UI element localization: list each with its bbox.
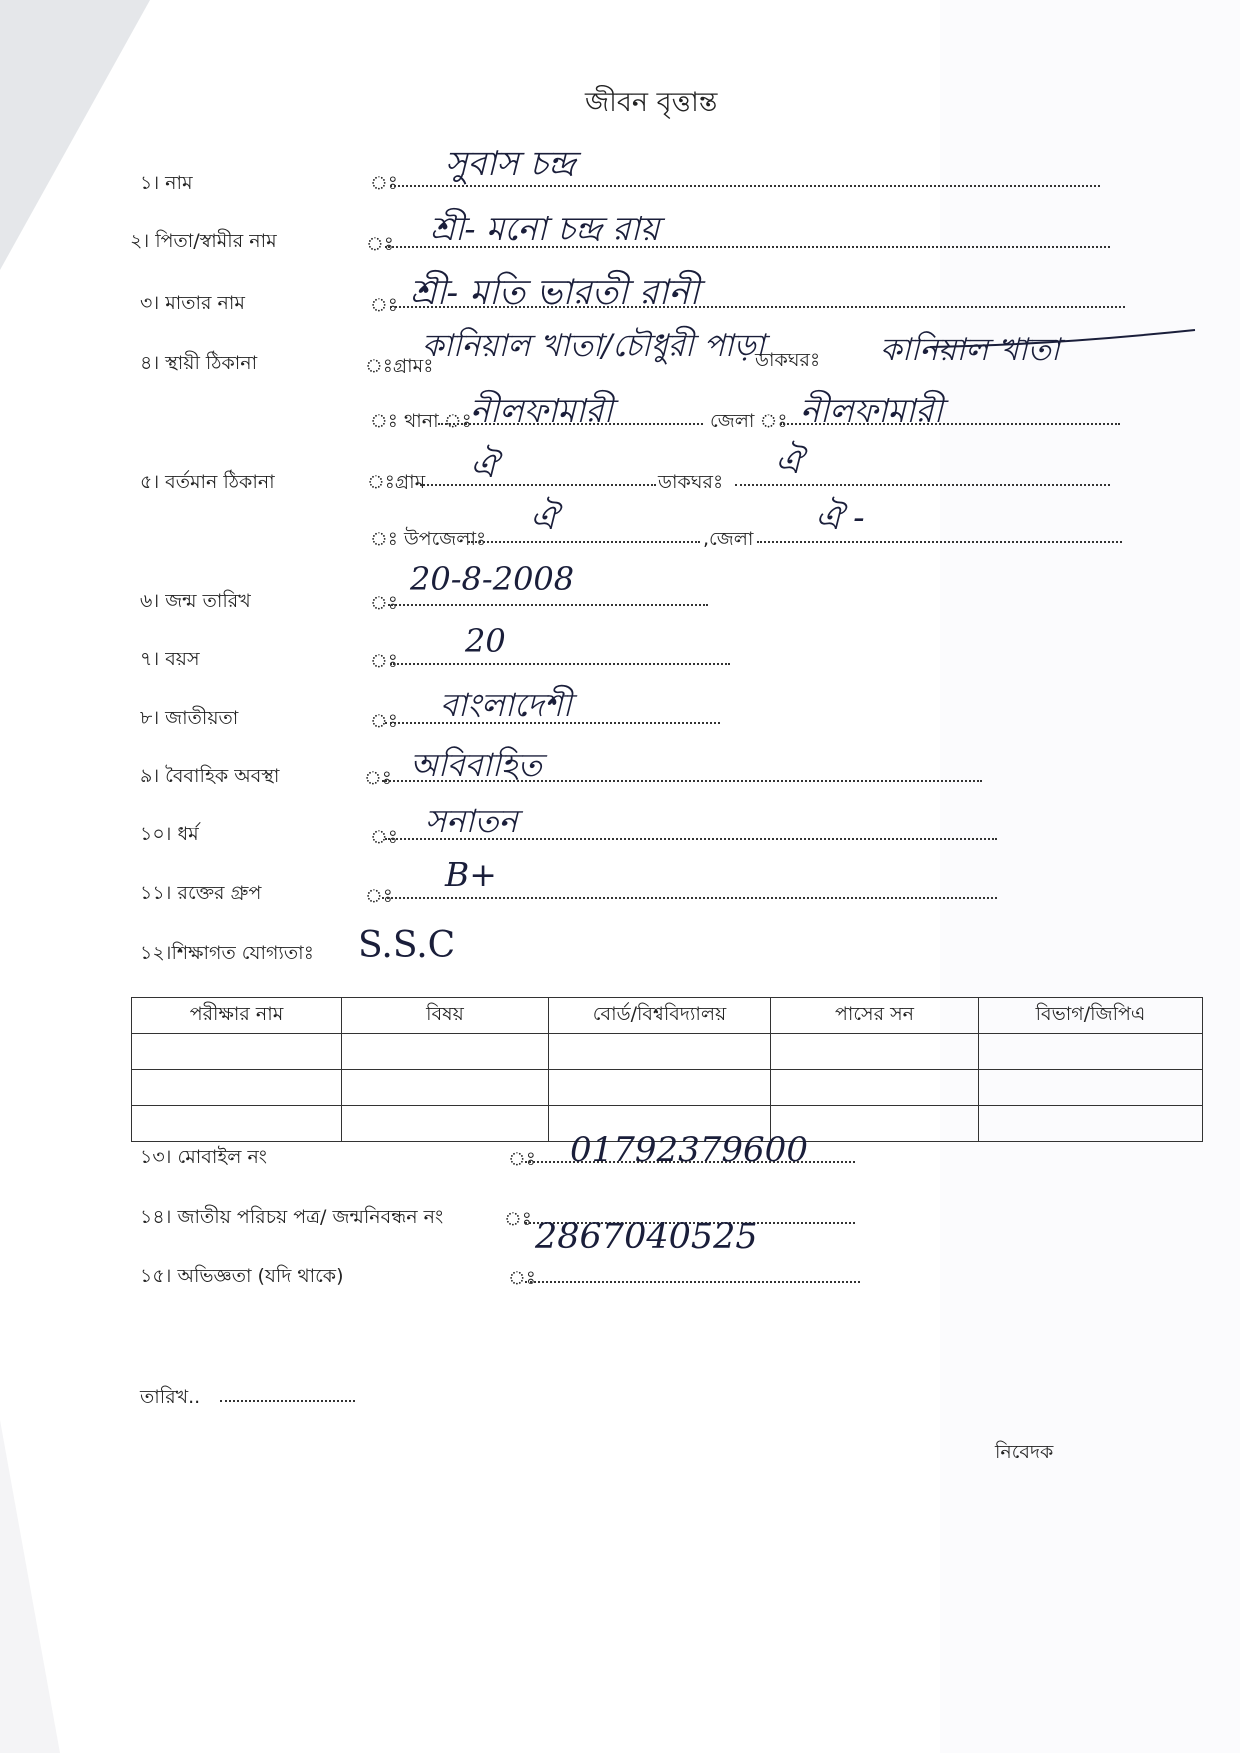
upazila-line <box>468 541 700 543</box>
header-exam-name: পরীক্ষার নাম <box>132 998 342 1034</box>
present-village-line <box>420 484 656 486</box>
label-applicant: নিবেদক <box>995 1441 1054 1463</box>
header-division-gpa: বিভাগ/জিপিএ <box>979 998 1203 1034</box>
label-present-address: ৫। বর্তমান ঠিকানা <box>140 471 275 493</box>
page-title: জীবন বৃত্তান্ত <box>585 87 718 118</box>
colon: ঃ <box>370 172 398 194</box>
value-nid: 2867040525 <box>535 1217 758 1257</box>
label-experience: ১৫। অভিজ্ঞতা (যদি থাকে) <box>140 1265 344 1287</box>
header-subject: বিষয় <box>342 998 549 1034</box>
colon: ঃ <box>504 1208 532 1230</box>
value-age: 20 <box>465 622 506 660</box>
value-village: কানিয়াল খাতা/চৌধুরী পাড়া <box>422 328 765 364</box>
education-table-header <box>132 998 1203 1034</box>
label-mobile: ১৩। মোবাইল নং <box>140 1146 267 1168</box>
label-upazila: ঃ উপজেলাঃ <box>370 528 487 550</box>
date-line <box>220 1400 355 1402</box>
colon: ঃ <box>370 826 398 848</box>
table-row <box>132 1070 1203 1106</box>
dob-line <box>388 604 708 606</box>
value-mother: শ্রী- মতি ভারতী রানী <box>410 273 700 313</box>
value-present-village: ঐ <box>470 446 498 486</box>
colon: ঃ <box>364 767 392 789</box>
colon: ঃ <box>365 885 393 907</box>
colon: ঃ <box>370 650 398 672</box>
present-district-line <box>757 541 1122 543</box>
age-line <box>390 663 730 665</box>
value-religion: সনাতন <box>425 802 518 840</box>
value-education: S.S.C <box>358 925 456 966</box>
label-district: জেলা ঃ <box>710 410 788 432</box>
value-upazila: ঐ <box>530 498 558 538</box>
label-religion: ১০। ধর্ম <box>140 823 199 845</box>
experience-line <box>525 1281 860 1283</box>
label-age: ৭। বয়স <box>140 648 200 670</box>
label-post: ডাকঘরঃ <box>755 349 821 371</box>
colon: ঃ <box>508 1148 536 1170</box>
table-row <box>132 1034 1203 1070</box>
label-date: তারিখ.. <box>140 1386 201 1408</box>
label-father: ২। পিতা/স্বামীর নাম <box>130 230 277 252</box>
value-father: শ্রী- মনো চন্দ্র রায় <box>430 209 660 248</box>
value-thana: নীলফামারী <box>470 391 613 430</box>
label-thana: ঃ থানা ঃ <box>370 410 472 432</box>
value-blood-group: B+ <box>445 855 497 894</box>
colon: ঃ <box>370 592 398 614</box>
post-underline <box>930 325 1200 355</box>
blood-group-line <box>382 897 997 899</box>
label-education: ১২।শিক্ষাগত যোগ্যতাঃ <box>140 942 314 964</box>
label-present-district: ,জেলা <box>703 528 754 550</box>
label-blood-group: ১১। রক্তের গ্রুপ <box>140 882 262 904</box>
value-district: নীলফামারী <box>800 391 943 430</box>
label-name: ১। নাম <box>140 172 193 194</box>
value-dob: 20-8-2008 <box>410 560 575 598</box>
header-board: বোর্ড/বিশ্ববিদ্যালয় <box>549 998 771 1034</box>
value-mobile: 01792379600 <box>570 1130 808 1170</box>
label-present-village: ঃগ্রাম <box>367 471 426 493</box>
colon: ঃ <box>370 294 398 316</box>
label-present-post: ডাকঘরঃ <box>658 471 724 493</box>
label-nid: ১৪। জাতীয় পরিচয় পত্র/ জন্মনিবন্ধন নং <box>140 1206 444 1228</box>
colon: ঃ <box>508 1267 536 1289</box>
label-village: ঃগ্রামঃ <box>365 355 434 377</box>
label-dob: ৬। জন্ম তারিখ <box>140 590 251 612</box>
education-table <box>131 997 1203 1142</box>
value-post: কানিয়াল খাতা <box>880 332 1060 368</box>
colon: ঃ <box>366 233 394 255</box>
header-passing-year: পাসের সন <box>771 998 979 1034</box>
label-nationality: ৮। জাতীয়তা <box>140 707 239 729</box>
label-marital-status: ৯। বৈবাহিক অবস্থা <box>140 765 280 787</box>
value-name: সুবাস চন্দ্র <box>445 144 576 184</box>
value-nationality: বাংলাদেশী <box>440 686 572 724</box>
colon: ঃ <box>370 710 398 732</box>
value-marital-status: অবিবাহিত <box>410 746 542 784</box>
value-present-post: ঐ <box>775 442 803 482</box>
label-mother: ৩। মাতার নাম <box>140 292 245 314</box>
label-permanent-address: ৪। স্থায়ী ঠিকানা <box>140 352 258 374</box>
value-present-district: ঐ - <box>815 498 865 538</box>
